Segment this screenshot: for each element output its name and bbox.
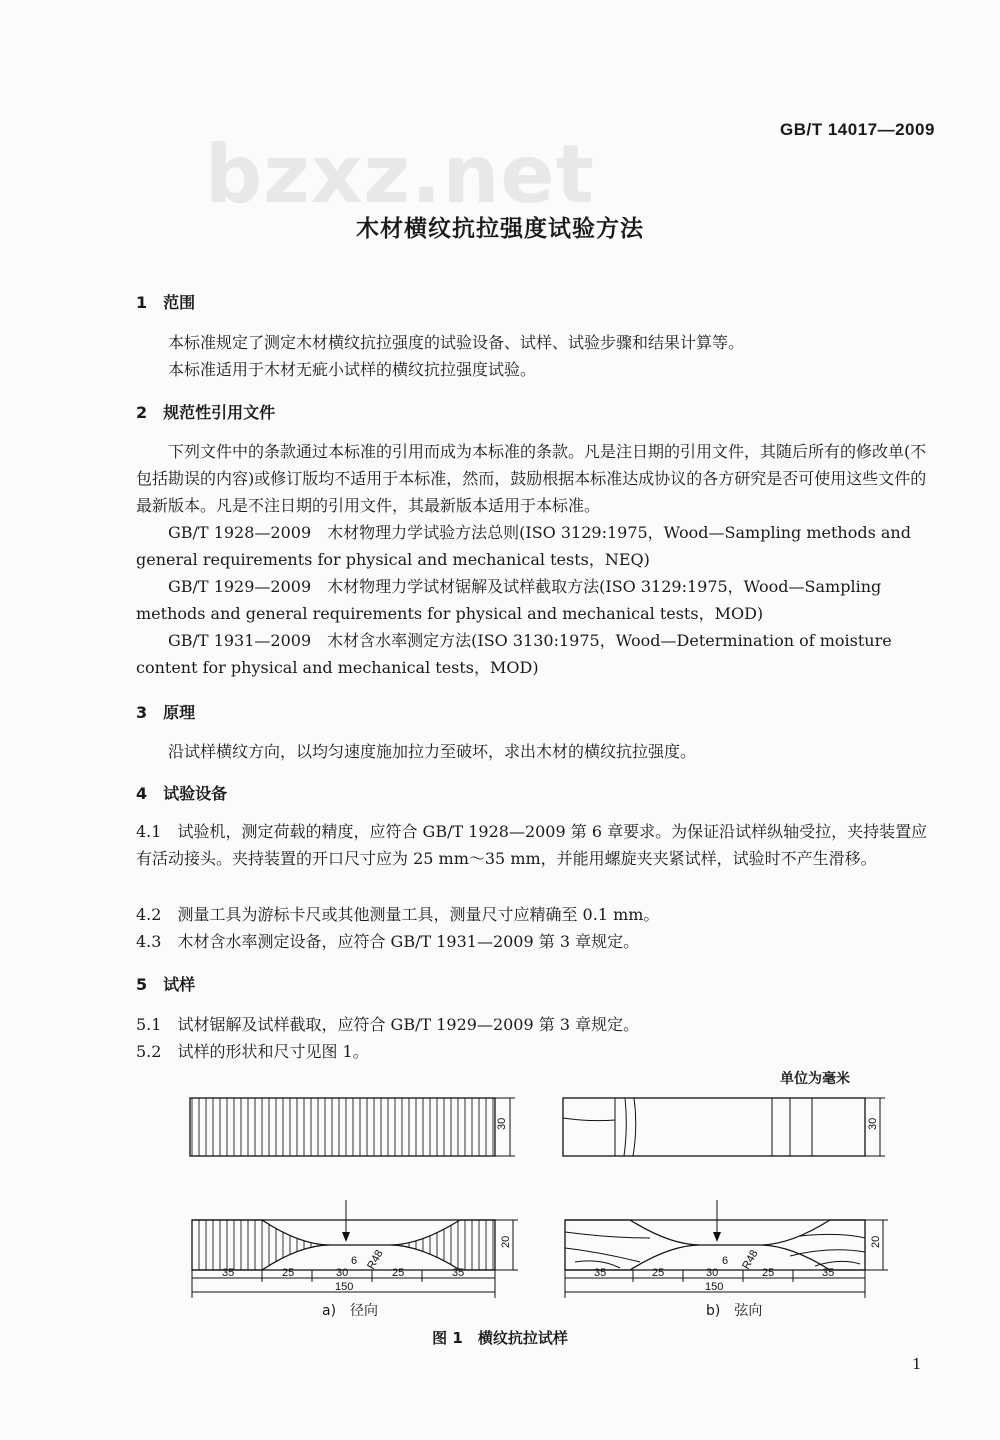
- section-5-heading: 5 试样: [136, 975, 196, 994]
- dim-neck-b: 6: [722, 1255, 729, 1267]
- dim-total-a: 150: [335, 1281, 354, 1293]
- dim-height-b: 30: [867, 1117, 879, 1130]
- clause-5-1: 5.1 试材锯解及试样截取，应符合 GB/T 1929—2009 第 3 章规定。: [136, 1015, 640, 1034]
- section-3-paragraph: 沿试样横纹方向，以均匀速度施加拉力至破坏，求出木材的横纹抗拉强度。: [168, 742, 697, 761]
- section-1-paragraph: 本标准适用于木材无疵小试样的横纹抗拉强度试验。: [168, 360, 537, 379]
- dim-seg-a3: 30: [336, 1267, 349, 1279]
- dim-seg-b2: 25: [652, 1267, 665, 1279]
- figure-caption-b: b) 弦向: [706, 1303, 763, 1319]
- dim-total-b: 150: [705, 1281, 724, 1293]
- dim-thickness-b: 20: [870, 1235, 882, 1248]
- specimen-b-top-view: [563, 1098, 865, 1156]
- doc-title: 木材横纹抗拉强度试验方法: [356, 216, 644, 242]
- reference-item: GB/T 1929—2009 木材物理力学试材锯解及试样截取方法(ISO 3129:1975，Wood—Sampling methods and general requirements for physical and mechanical tests，MOD): [136, 577, 882, 623]
- figure-caption-a: a) 径向: [322, 1303, 379, 1319]
- clause-4-3: 4.3 木材含水率测定设备，应符合 GB/T 1931—2009 第 3 章规定。: [136, 932, 640, 951]
- unit-note: 单位为毫米: [780, 1071, 850, 1087]
- specimen-a-side-view: [190, 1218, 496, 1272]
- reference-item: GB/T 1931—2009 木材含水率测定方法(ISO 3130:1975，Wood—Determination of moisture content for physical and mechanical tests，MOD): [136, 631, 892, 677]
- section-3-heading: 3 原理: [136, 703, 196, 722]
- section-1-paragraph: 本标准规定了测定木材横纹抗拉强度的试验设备、试样、试验步骤和结果计算等。: [168, 333, 745, 352]
- dim-seg-b5: 35: [822, 1267, 835, 1279]
- dim-thickness-a: 20: [500, 1235, 512, 1248]
- specimen-a-top-view: [190, 1098, 495, 1156]
- section-1-heading: 1 范围: [136, 293, 196, 312]
- dim-seg-a1: 35: [222, 1267, 235, 1279]
- dim-radius-a: R48: [365, 1248, 386, 1272]
- clause-4-1: 4.1 试验机，测定荷载的精度，应符合 GB/T 1928—2009 第 6 章要求。为保证沿试样纵轴受拉，夹持装置应有活动接头。夹持装置的开口尺寸应为 25 mm～35 mm，并能用螺旋夹夹紧试样，试验时不产生滑移。: [136, 822, 928, 868]
- dim-seg-a4: 25: [392, 1267, 405, 1279]
- figure-caption: 图 1 横纹抗拉试样: [432, 1329, 568, 1347]
- dim-height-a: 30: [496, 1117, 508, 1130]
- clause-5-2: 5.2 试样的形状和尺寸见图 1。: [136, 1042, 369, 1061]
- dim-seg-a2: 25: [282, 1267, 295, 1279]
- clause-4-2: 4.2 测量工具为游标卡尺或其他测量工具，测量尺寸应精确至 0.1 mm。: [136, 905, 660, 924]
- watermark: bzxz.net: [205, 128, 595, 221]
- specimen-b-side-view: [565, 1220, 865, 1270]
- section-2-heading: 2 规范性引用文件: [136, 403, 276, 422]
- reference-item: GB/T 1928—2009 木材物理力学试验方法总则(ISO 3129:1975，Wood—Sampling methods and general requirements for physical and mechanical tests，NEQ): [136, 523, 911, 569]
- dim-seg-b3: 30: [706, 1267, 719, 1279]
- dim-seg-b4: 25: [762, 1267, 775, 1279]
- section-4-heading: 4 试验设备: [136, 784, 228, 803]
- standard-number: GB/T 14017—2009: [780, 120, 935, 139]
- dim-seg-a5: 35: [452, 1267, 465, 1279]
- section-2-paragraph: 下列文件中的条款通过本标准的引用而成为本标准的条款。凡是注日期的引用文件，其随后所有的修改单(不包括勘误的内容)或修订版均不适用于本标准，然而，鼓励根据本标准达成协议的各方研究是否可使用这些文件的最新版本。凡是不注日期的引用文件，其最新版本适用于本标准。: [136, 442, 927, 515]
- page-number: 1: [912, 1355, 922, 1373]
- dim-neck-a: 6: [351, 1255, 358, 1267]
- dim-seg-b1: 35: [594, 1267, 607, 1279]
- dim-radius-b: R48: [740, 1248, 761, 1272]
